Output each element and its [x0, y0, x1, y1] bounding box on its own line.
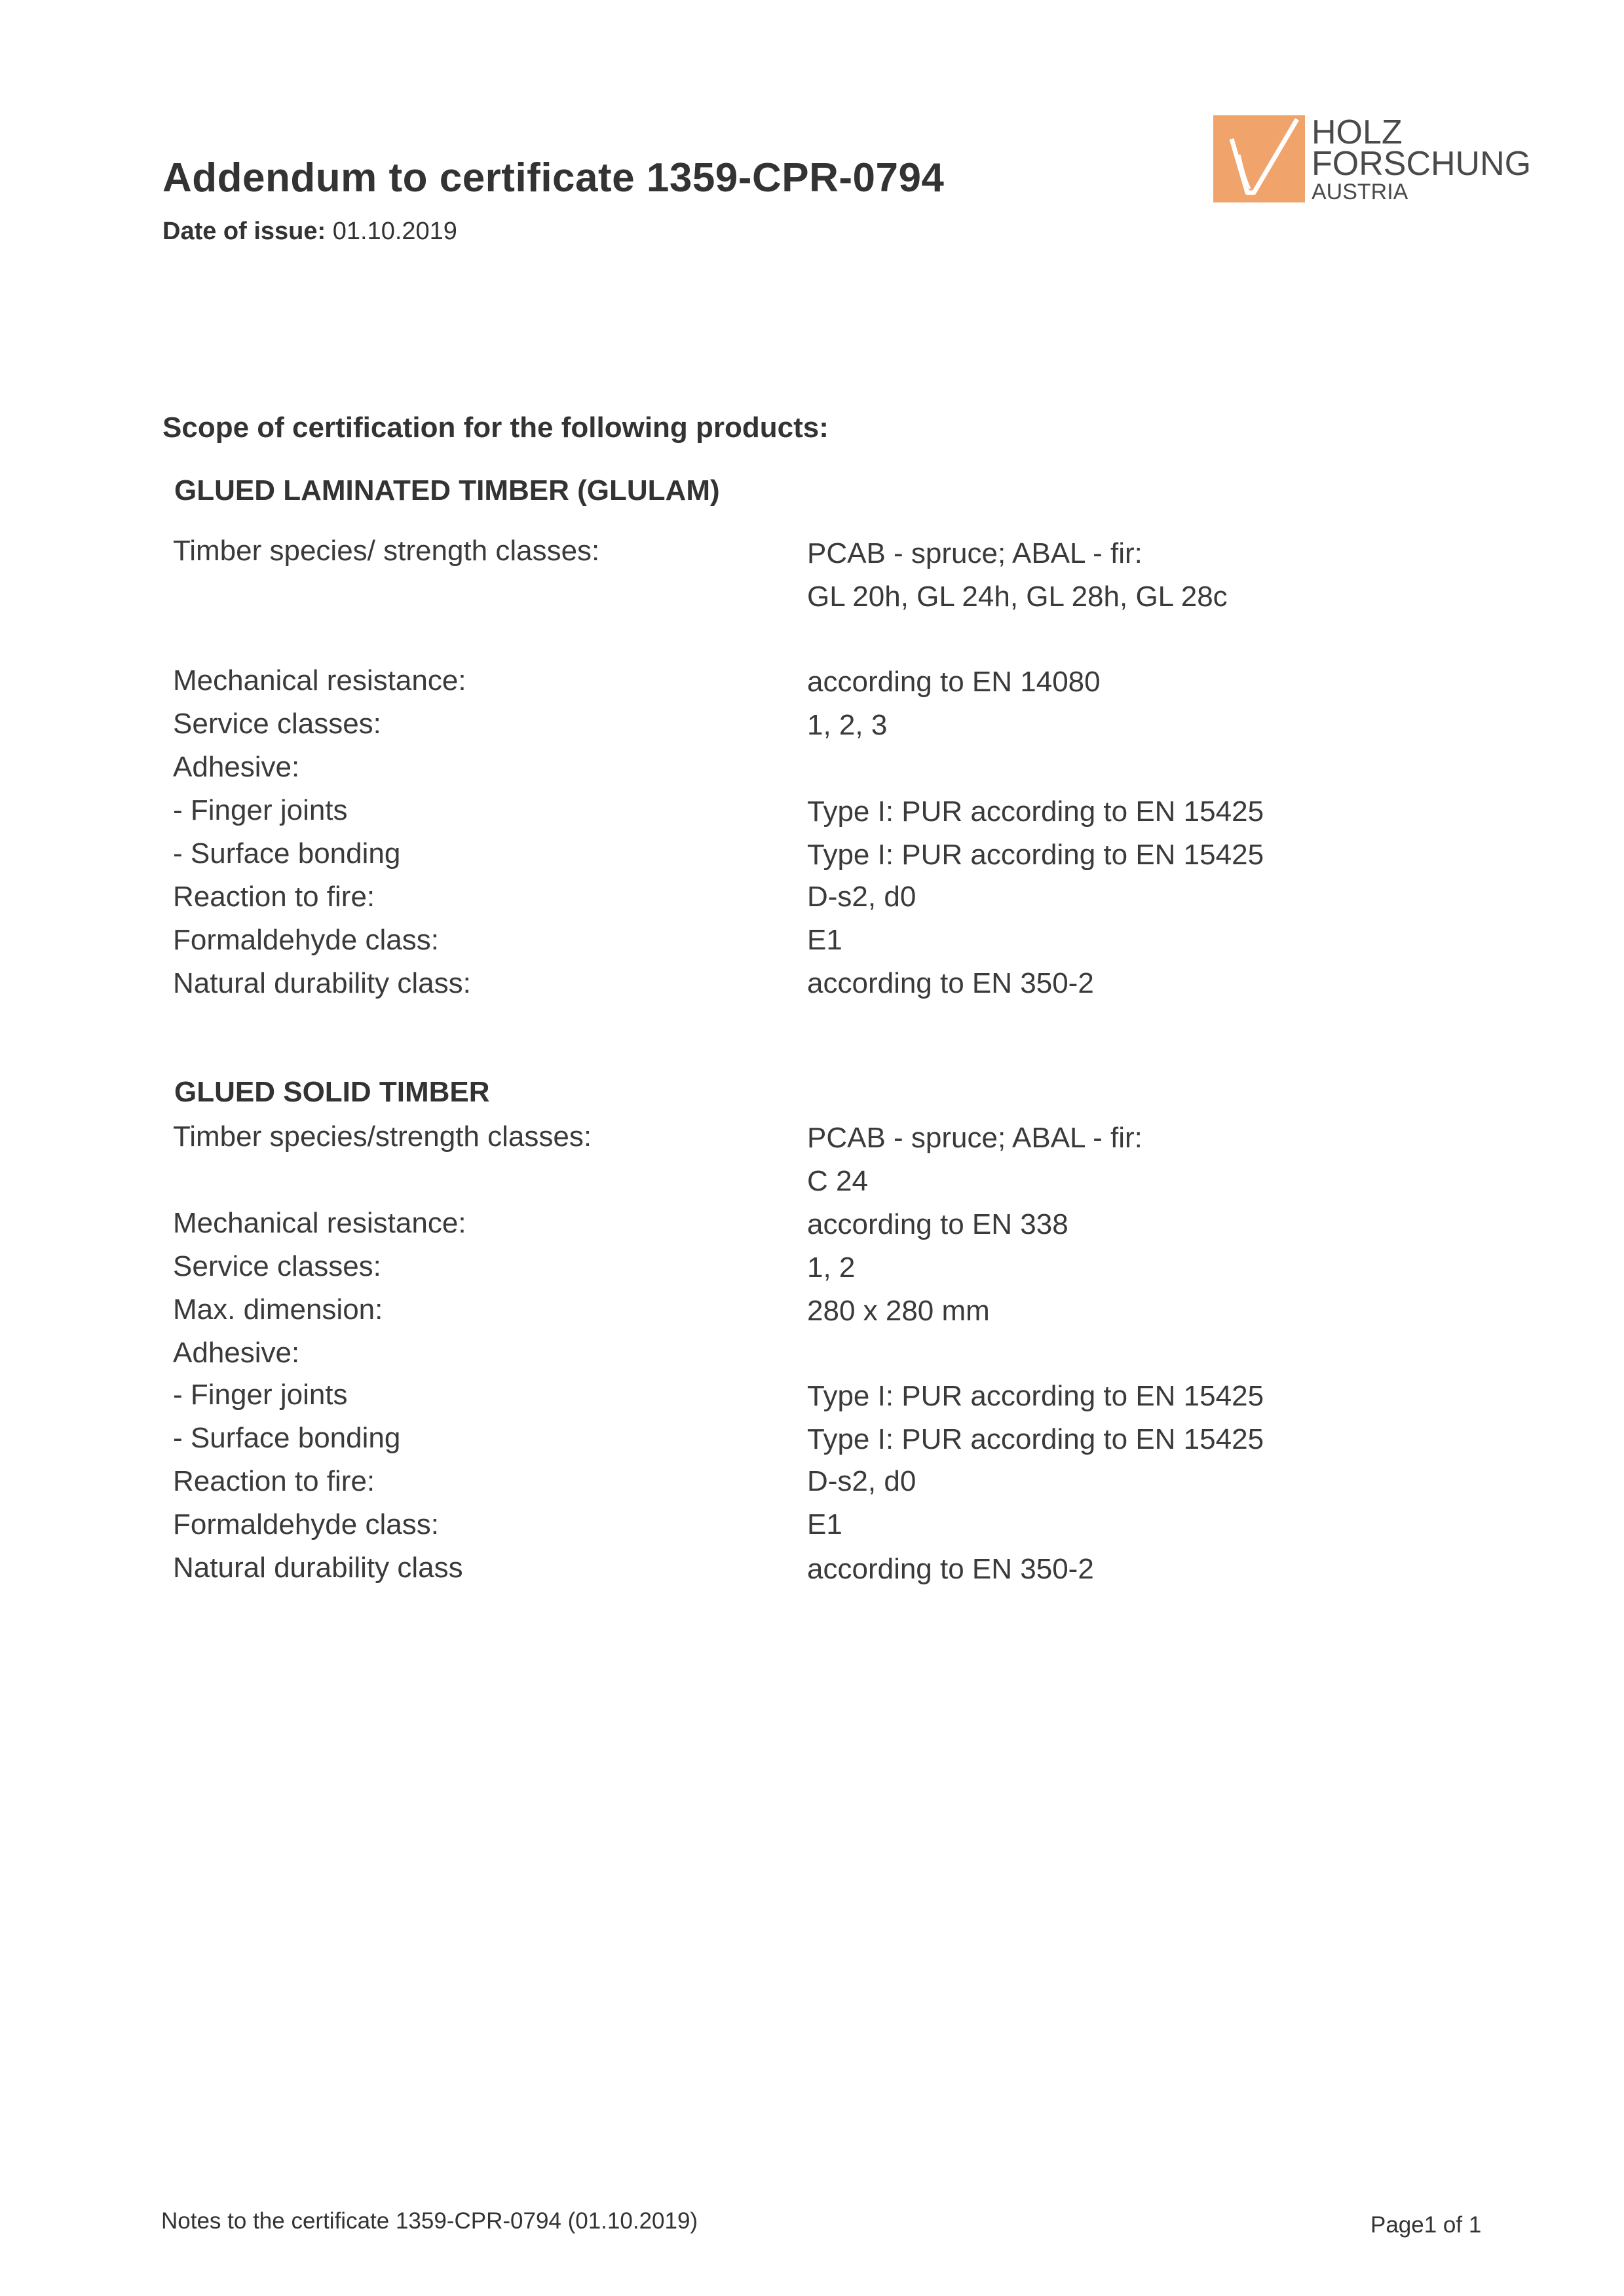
glulam-label-service: Service classes: — [173, 708, 381, 740]
scope-heading: Scope of certification for the following products: — [162, 411, 829, 444]
glulam-value-mechanical: according to EN 14080 — [807, 666, 1101, 698]
glulam-value-surface-bonding: Type I: PUR according to EN 15425 — [807, 839, 1264, 871]
solid-value-strength-class: C 24 — [807, 1165, 868, 1197]
solid-value-max-dimension: 280 x 280 mm — [807, 1295, 990, 1327]
solid-value-service: 1, 2 — [807, 1252, 856, 1284]
glulam-label-formaldehyde: Formaldehyde class: — [173, 924, 439, 956]
glulam-value-species: PCAB - spruce; ABAL - fir: — [807, 537, 1142, 569]
glulam-label-mechanical: Mechanical resistance: — [173, 664, 466, 697]
glulam-value-formaldehyde: E1 — [807, 924, 842, 956]
footer-notes: Notes to the certificate 1359-CPR-0794 (01.10.2019) — [161, 2208, 698, 2234]
solid-label-species: Timber species/strength classes: — [173, 1120, 592, 1153]
glulam-label-surface-bonding: - Surface bonding — [173, 837, 401, 870]
solid-label-surface-bonding: - Surface bonding — [173, 1422, 401, 1454]
solid-label-adhesive: Adhesive: — [173, 1337, 300, 1369]
solid-label-fire: Reaction to fire: — [173, 1465, 375, 1497]
logo-line-2: FORSCHUNG — [1312, 145, 1532, 183]
solid-label-max-dimension: Max. dimension: — [173, 1293, 383, 1326]
glulam-value-service: 1, 2, 3 — [807, 709, 888, 741]
solid-value-finger-joints: Type I: PUR according to EN 15425 — [807, 1380, 1264, 1412]
solid-value-formaldehyde: E1 — [807, 1508, 842, 1540]
issue-date-line — [162, 218, 457, 246]
issue-date-value: 01.10.2019 — [332, 218, 457, 245]
glulam-label-finger-joints: - Finger joints — [173, 794, 348, 826]
solid-value-durability: according to EN 350-2 — [807, 1553, 1094, 1585]
solid-label-mechanical: Mechanical resistance: — [173, 1207, 466, 1239]
glulam-value-fire: D-s2, d0 — [807, 881, 916, 913]
holzforschung-logo — [1213, 113, 1532, 207]
glulam-label-adhesive: Adhesive: — [173, 751, 300, 783]
glulam-label-fire: Reaction to fire: — [173, 881, 375, 913]
solid-value-species: PCAB - spruce; ABAL - fir: — [807, 1122, 1142, 1154]
glulam-label-durability: Natural durability class: — [173, 967, 471, 999]
solid-label-finger-joints: - Finger joints — [173, 1379, 348, 1411]
section-title-solid: GLUED SOLID TIMBER — [174, 1076, 490, 1108]
glulam-value-durability: according to EN 350-2 — [807, 967, 1094, 999]
solid-label-service: Service classes: — [173, 1250, 381, 1282]
solid-label-durability: Natural durability class — [173, 1552, 463, 1584]
logo-line-1: HOLZ — [1312, 113, 1403, 151]
glulam-value-finger-joints: Type I: PUR according to EN 15425 — [807, 795, 1264, 828]
issue-date-label: Date of issue: — [162, 218, 326, 245]
page-number: Page1 of 1 — [1370, 2212, 1482, 2238]
logo-line-3: AUSTRIA — [1312, 180, 1408, 204]
solid-value-mechanical: according to EN 338 — [807, 1208, 1068, 1240]
solid-label-formaldehyde: Formaldehyde class: — [173, 1508, 439, 1540]
logo-mark-icon — [1213, 115, 1305, 202]
document-title: Addendum to certificate 1359-CPR-0794 — [162, 155, 945, 201]
section-title-glulam: GLUED LAMINATED TIMBER (GLULAM) — [174, 474, 720, 507]
glulam-value-strength-classes: GL 20h, GL 24h, GL 28h, GL 28c — [807, 581, 1228, 613]
glulam-label-species: Timber species/ strength classes: — [173, 535, 600, 567]
solid-value-fire: D-s2, d0 — [807, 1465, 916, 1497]
solid-value-surface-bonding: Type I: PUR according to EN 15425 — [807, 1423, 1264, 1455]
